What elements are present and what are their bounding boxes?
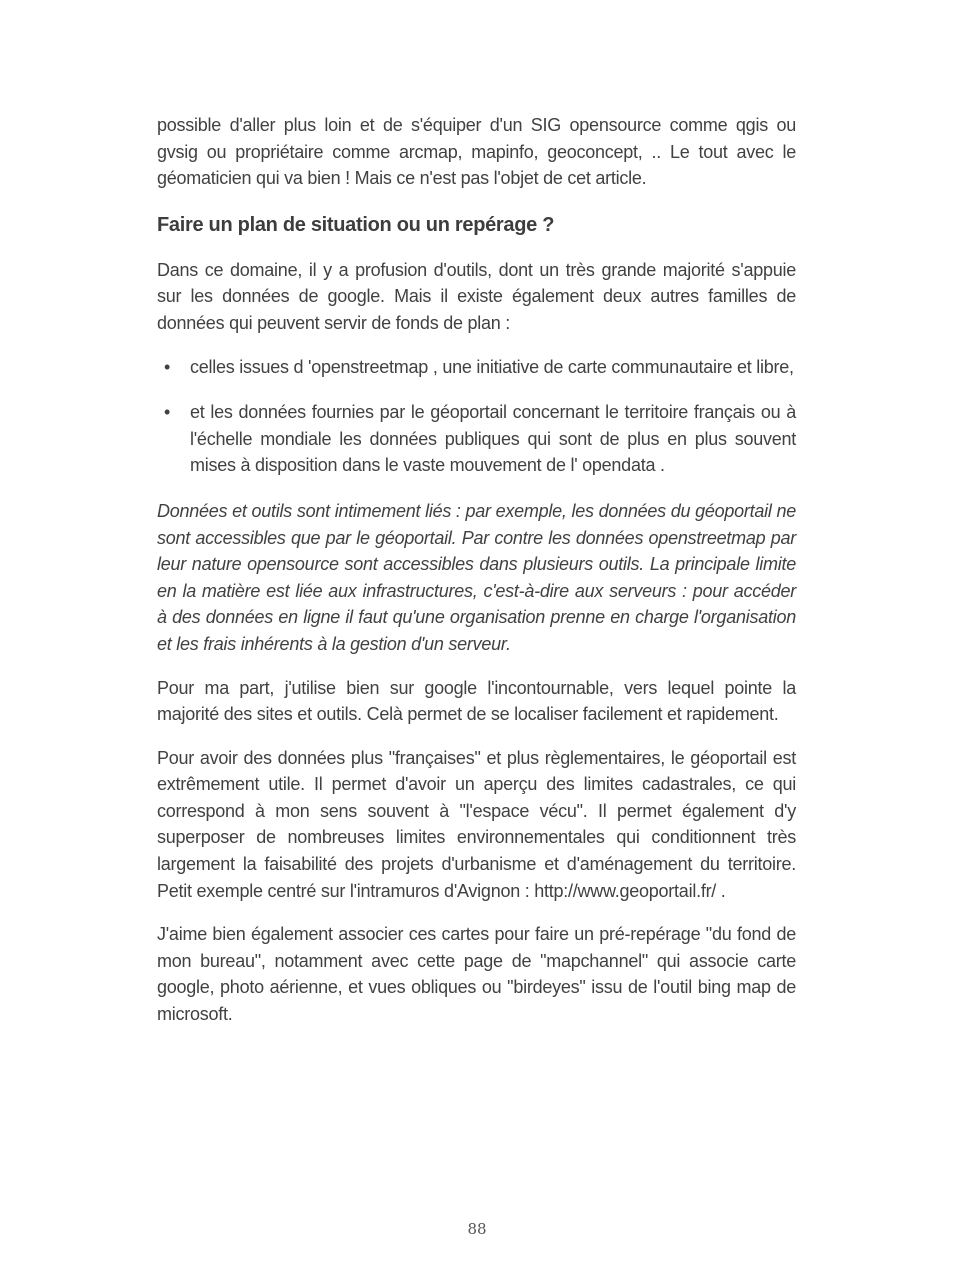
list-item-geoportail: • et les données fournies par le géoportail concernant le territoire français ou à l'échelle mondiale les données publiques qui sont de plus en plus souvent mises à disposition dans le vaste mouvement de l' opendata . xyxy=(157,399,796,479)
paragraph-mapchannel: J'aime bien également associer ces cartes pour faire un pré-repérage "du fond de mon bureau", notamment avec cette page de "mapchannel" qui associe carte google, photo aérienne, et vues obliques ou "birdeyes" issu de l'outil bing map de microsoft. xyxy=(157,924,796,1025)
bullet-list xyxy=(157,354,796,479)
paragraph-data-tools-note: Données et outils sont intimement liés : par exemple, les données du géoportail ne sont accessibles que par le géoportail. Par contre les données openstreetmap par leur nature opensource sont accessibles dans plusieurs outils. La principale limite en la matière est liée aux infrastructures, c'est-à-dire aux serveurs : pour accéder à des données en ligne il faut qu'une organisation prenne en charge l'organisation et les frais inhérents à la gestion d'un serveur. xyxy=(157,500,796,654)
paragraph-geoportail: Pour avoir des données plus "françaises" et plus règlementaires, le géoportail est extrêmement utile. Il permet d'avoir un aperçu des limites cadastrales, ce qui correspond à mon sens souvent à "l'espace vécu". Il permet également d'y superposer de nombreuses limites environnementales qui conditionnent très largement la faisabilité des projets d'urbanisme et d'aménagement du territoire. Petit exemple centré sur l'intramuros d'Avignon : http://www.geoportail.fr/ . xyxy=(157,747,796,901)
paragraph-google: Pour ma part, j'utilise bien sur google l'incontournable, vers lequel pointe la majorité des sites et outils. Celà permet de se localiser facilement et rapidement. xyxy=(157,677,796,725)
section-heading: Faire un plan de situation ou un repérage ? xyxy=(157,213,555,236)
list-item-openstreetmap: • celles issues d 'openstreetmap , une initiative de carte communautaire et libre, xyxy=(157,354,796,381)
paragraph-intro: possible d'aller plus loin et de s'équiper d'un SIG opensource comme qgis ou gvsig ou propriétaire comme arcmap, mapinfo, geoconcept, .. Le tout avec le géomaticien qui va bien ! Mais ce n'est pas l'objet de cet article. xyxy=(157,115,796,189)
page-number: 88 xyxy=(467,1220,487,1238)
paragraph-tools: Dans ce domaine, il y a profusion d'outils, dont un très grande majorité s'appuie sur les données de google. Mais il existe également deux autres familles de données qui peuvent servir de fonds de plan : xyxy=(157,259,796,333)
